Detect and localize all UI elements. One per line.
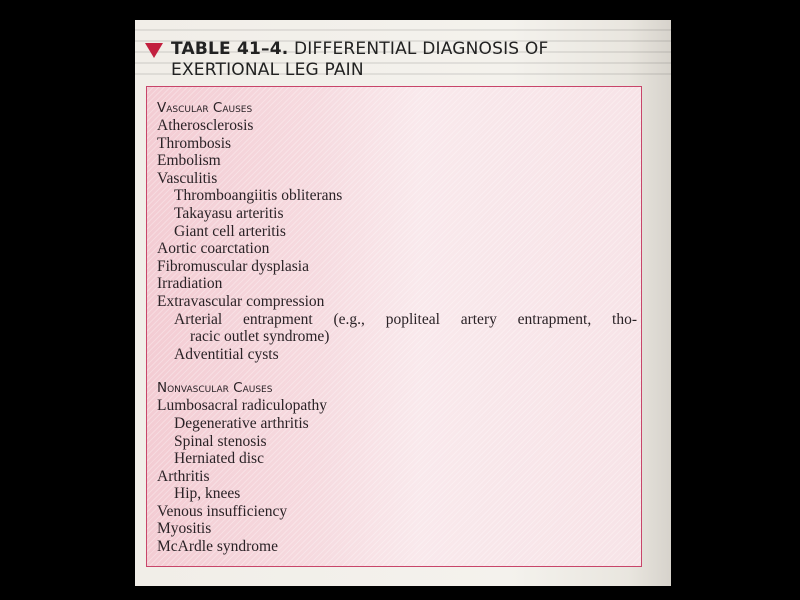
- list-item: Extravascular compression: [157, 292, 325, 310]
- list-item: Fibromuscular dysplasia: [157, 257, 309, 275]
- list-item: McArdle syndrome: [157, 538, 278, 556]
- list-item: Atherosclerosis: [157, 117, 254, 134]
- list-subitem: Herniated disc: [174, 450, 264, 468]
- list-subitem: Degenerative arthritis: [174, 414, 309, 432]
- table-caption: [171, 39, 651, 81]
- list-item: Myositis: [157, 520, 212, 538]
- section-gap: [157, 363, 637, 379]
- table-content: [157, 99, 637, 556]
- title-line-2: EXERTIONAL LEG PAIN: [171, 60, 364, 80]
- section-heading-vascular: Vascular Causes: [157, 100, 253, 116]
- list-subitem: Thromboangiitis obliterans: [174, 187, 343, 205]
- title-line-1: DIFFERENTIAL DIAGNOSIS OF: [294, 39, 549, 59]
- section-heading-nonvascular: Nonvascular Causes: [157, 380, 273, 397]
- list-item: Thrombosis: [157, 134, 232, 152]
- table-box: [146, 86, 642, 567]
- table-number: TABLE 41–4.: [171, 39, 289, 59]
- book-page: [135, 20, 671, 586]
- list-subitem: Giant cell arteritis: [174, 222, 286, 240]
- list-item: Venous insufficiency: [157, 502, 288, 520]
- list-subitem: Spinal stenosis: [174, 432, 267, 450]
- list-item: Arthritis: [157, 467, 210, 485]
- list-item: Irradiation: [157, 275, 223, 293]
- list-subitem: Takayasu arteritis: [174, 204, 284, 222]
- list-subitem: Adventitial cysts: [174, 345, 279, 363]
- list-subitem: Arterial entrapment (e.g., popliteal artery entrapment, tho-: [174, 310, 637, 328]
- list-subitem: Hip, knees: [174, 485, 241, 503]
- list-item: Lumbosacral radiculopathy: [157, 397, 328, 415]
- list-subitem-continuation: racic outlet syndrome): [190, 328, 330, 346]
- triangle-marker-icon: [145, 43, 163, 58]
- list-item: Aortic coarctation: [157, 240, 270, 258]
- list-item: Vasculitis: [157, 169, 218, 187]
- list-item: Embolism: [157, 152, 221, 170]
